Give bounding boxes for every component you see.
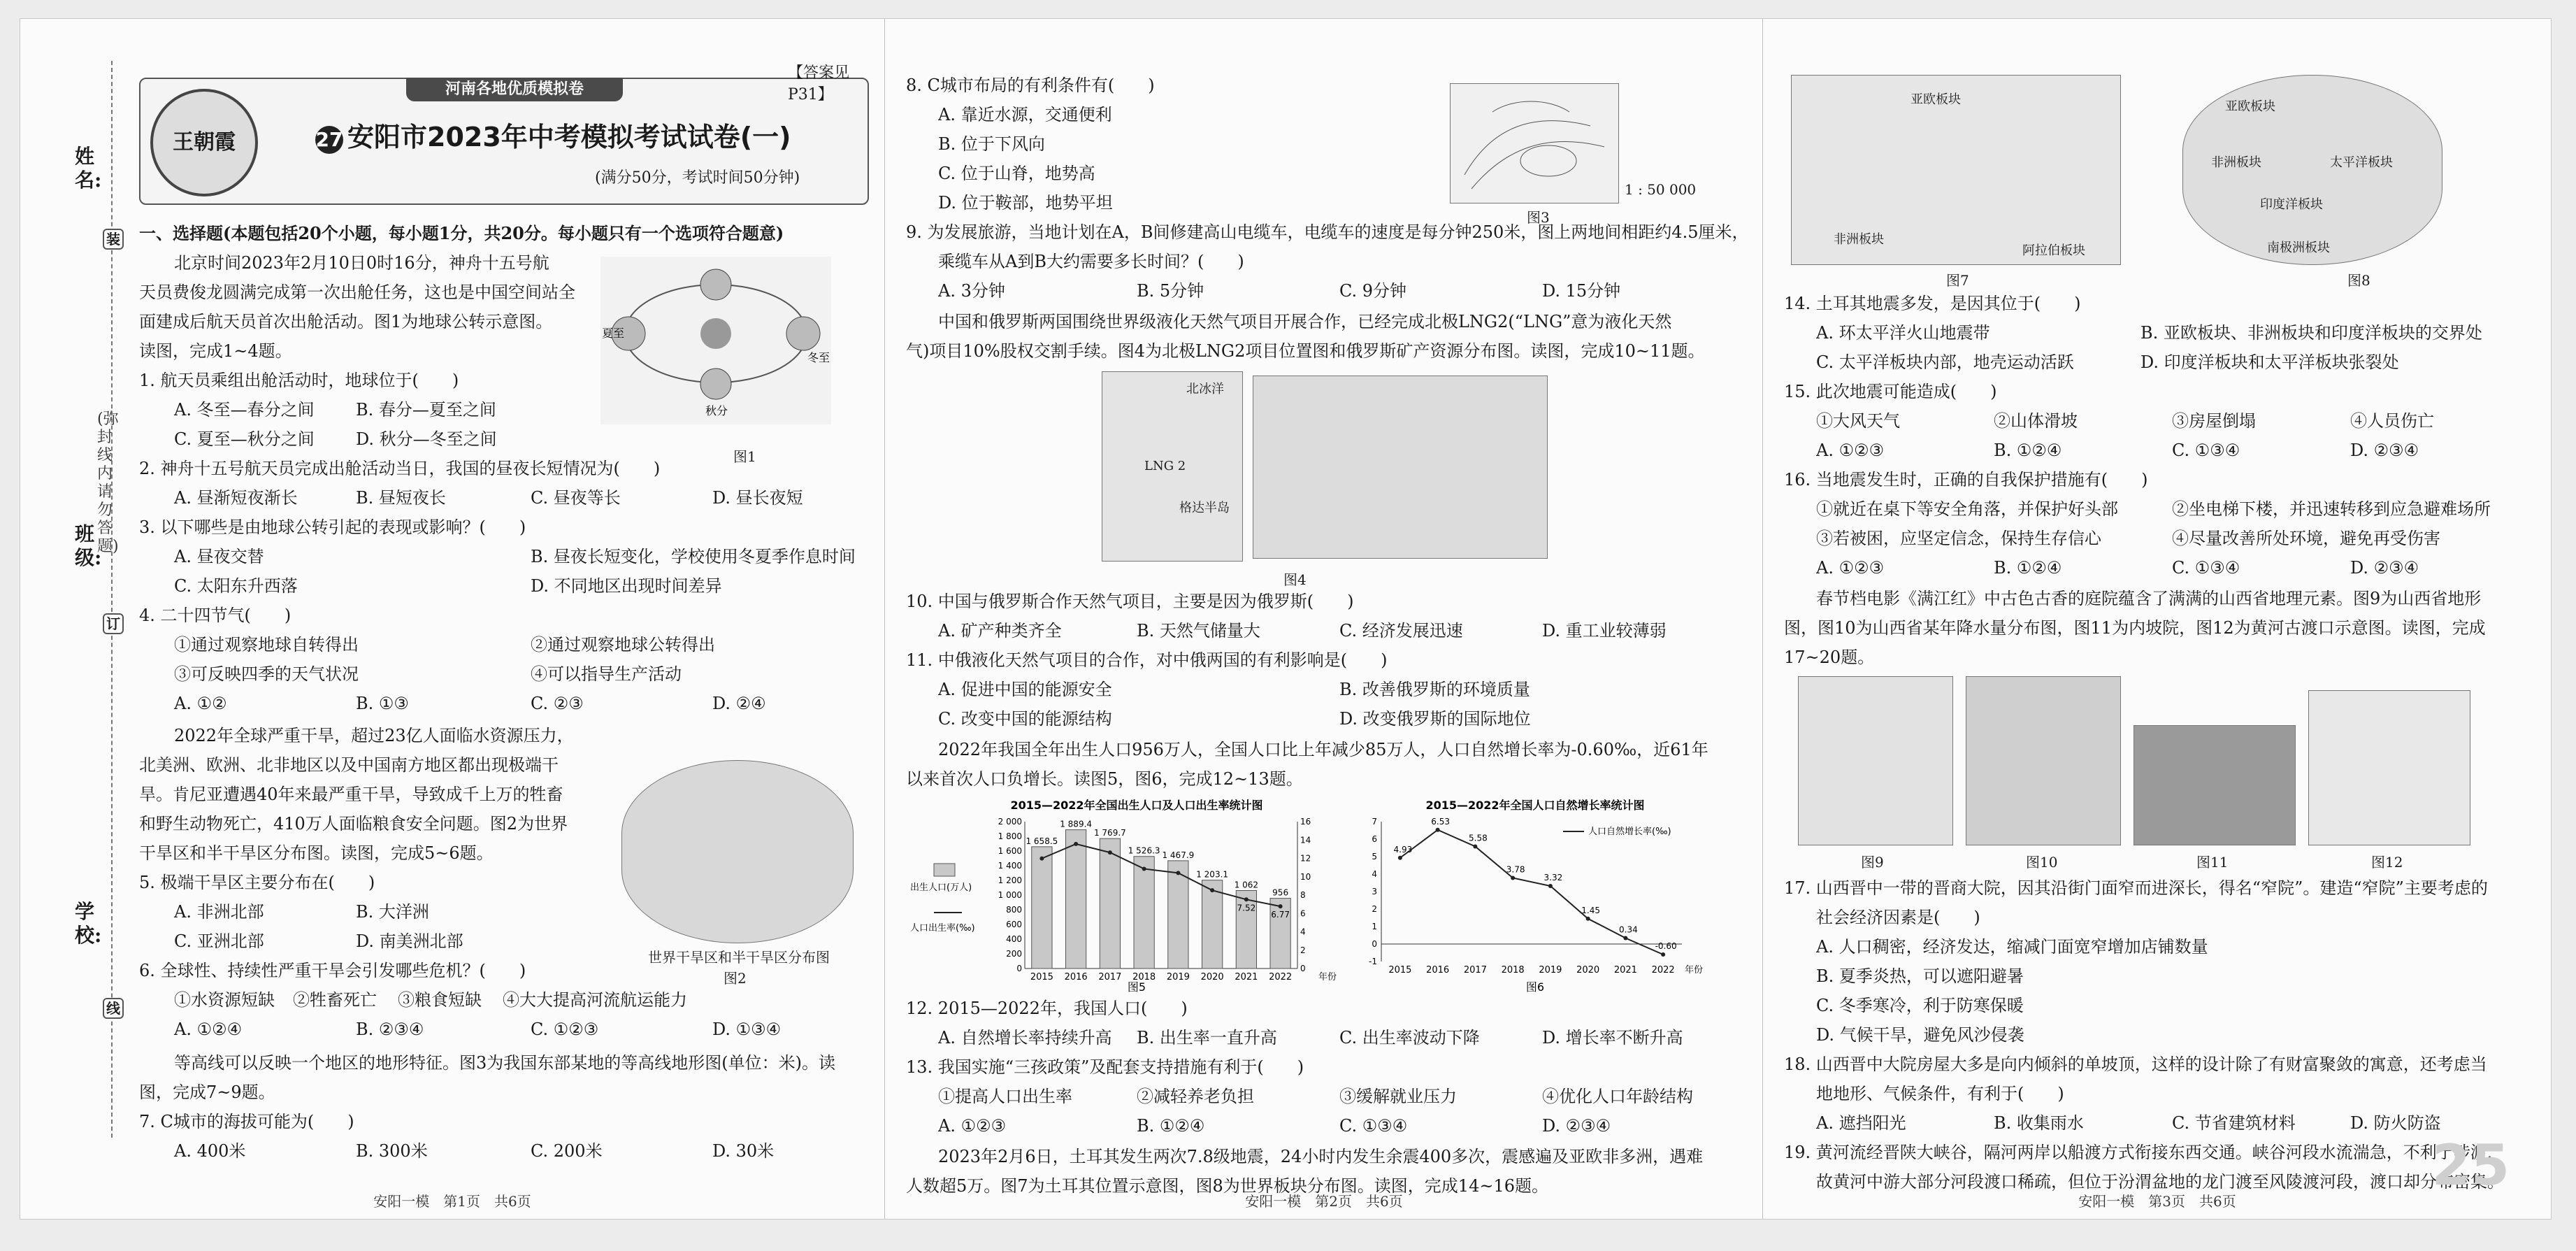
y-tick-left: 0 — [1016, 964, 1022, 973]
rate-point-2018 — [1142, 866, 1146, 871]
growth-point-2016 — [1436, 828, 1440, 832]
figure-7-caption: 图7 — [1946, 272, 1969, 289]
x-tick: 2022 — [1269, 972, 1293, 982]
y-tick-left: 1 800 — [998, 831, 1022, 841]
growth-label: 5.58 — [1469, 833, 1488, 843]
page-1-footer: 安阳一模 第1页 共6页 — [373, 1193, 531, 1210]
section-heading: 一、选择题(本题包括20个小题，每小题1分，共20分。每小题只有一个选项符合题意) — [139, 223, 784, 243]
growth-label: 1.45 — [1581, 905, 1600, 915]
bar-label: 1 467.9 — [1162, 850, 1195, 860]
figure-6-caption: 图6 — [1525, 980, 1545, 994]
growth-label: 4.93 — [1393, 844, 1413, 855]
figure-8-caption: 图8 — [2347, 272, 2370, 289]
label-peninsula: 格达半岛 — [1179, 501, 1230, 515]
figure-7-turkey-map — [1791, 75, 2121, 265]
figure-5-caption: 图5 — [1127, 980, 1146, 994]
rate-label: 7.52 — [1237, 903, 1256, 913]
x-tick: 2017 — [1098, 972, 1122, 982]
label-arabian-plate: 阿拉伯板块 — [2022, 243, 2085, 258]
legend-bar-swatch — [934, 864, 955, 876]
y-tick-right: 0 — [1300, 964, 1306, 973]
series-banner: 河南各地优质模拟卷 — [406, 78, 623, 101]
page-1: 姓名: 班级: 学校: (弥封线内请勿答题) 装 订 线 河南各地优质模拟卷 王朝霞 27 安阳市2023年中考模拟考试试卷(一) (满分50分，考试时间50分钟) 【答案见P31】 一、选择题(本题包括20个小题，每小题1分，共20分。每小题只有一个选项符合题意) 北京时间2023年2月10日0时16分，神舟十五号航 天员费俊龙圆满完成第一次出舱任务，这也是中国空间站全 面建成后航天员首次出舱活动。图1为地球公转示意图。 读图，完成1~4题。 夏至 冬至 秋分 图1 1. 航天员乘组出舱活动时，地球位于( ) A. 冬至—春分之间 B. 春分—夏至之间 C. 夏至—秋分之间 D. 秋分—冬至之间 2. 神舟十五号航天员完成出舱活动当日，我国的昼夜长短情况为( ) A. 昼渐短夜渐长 B. 昼短夜长 C. 昼夜等长 D. 昼长夜短 3. 以下哪些是由地球公转引起的表现或影响？( ) A. 昼夜交替 B. 昼夜长短变化，学校使用冬夏季作息时间 C. 太阳东升西落 D. 不同地区出现时间差异 4. 二十四节气( ) ①通过观察地球自转得出 ②通过观察地球公转得出 ③可反映四季的天气状况 ④可以指导生产活动 A. ①② B. ①③ C. ②③ D. ②④ 2022年全球严重干旱，超过23亿人面临水资源压力， 北美洲、欧洲、北非地区以及中国南方地区都出现极端干 旱。肯尼亚遭遇40年来最严重干旱，导致成千上万的牲畜 和野生动物死亡，410万人面临粮食安全问题。图2为世界 干旱区和半干旱区分布图。读图，完成5~6题。 世界干旱区和半干旱区分布图 图2 5. 极端干旱区主要分布在( ) A. 非洲北部 B. 大洋洲 C. 亚洲北部 D. 南美洲北部 6. 全球性、持续性严重干旱会引发哪些危机？( ) ①水资源短缺 ②牲畜死亡 ③粮食短缺 ④大大提高河流航运能力 A. ①②④ B. ②③④ C. ①②③ D. ①③④ 等高线可以反映一个地区的地形特征。图3为我国东部某地的等高线地形图(单位：米)。读 图，完成7~9题。 7. C城市的海拔可能为( ) A. 400米 B. 300米 C. 200米 D. 30米 安阳一模 第1页 共6页 — [20, 19, 884, 1219]
page-2-footer: 安阳一模 第2页 共6页 — [1245, 1193, 1403, 1210]
label-arctic-ocean: 北冰洋 — [1186, 382, 1224, 396]
y-tick-right: 16 — [1300, 817, 1311, 827]
figure-2-world-map — [621, 760, 854, 943]
growth-point-2017 — [1473, 845, 1477, 849]
growth-label: -0.60 — [1655, 941, 1677, 951]
rate-point-2015 — [1039, 857, 1044, 861]
figure-11-caption: 图11 — [2196, 854, 2229, 871]
answer-reference: 【答案见P31】 — [788, 64, 850, 103]
y-tick-right: 12 — [1300, 853, 1311, 864]
rate-point-2019 — [1176, 871, 1180, 875]
corner-page-number: 25 — [2431, 1133, 2510, 1198]
x-tick: 2020 — [1200, 972, 1224, 982]
exam-sheet — [20, 18, 2552, 1220]
y-tick-left: 1 000 — [998, 890, 1022, 900]
rate-label: 6.77 — [1271, 910, 1290, 920]
y-tick-left: 1 400 — [998, 861, 1022, 871]
bar-label: 1 889.4 — [1060, 819, 1093, 829]
y-tick: 7 — [1372, 817, 1377, 827]
x-tick: 2021 — [1613, 965, 1637, 975]
growth-point-2021 — [1623, 936, 1627, 941]
bar-label: 1 658.5 — [1026, 836, 1058, 846]
y-tick: 1 — [1372, 922, 1377, 931]
bar-2017 — [1100, 838, 1120, 968]
y-tick: -1 — [1369, 957, 1377, 966]
y-tick-left: 1 200 — [998, 875, 1022, 885]
bar-2015 — [1032, 847, 1052, 968]
rate-point-2016 — [1074, 842, 1078, 846]
y-tick-left: 1 600 — [998, 846, 1022, 856]
figure-5-chart — [906, 794, 1339, 996]
x-tick: 2019 — [1539, 965, 1562, 975]
y-tick: 3 — [1372, 887, 1377, 896]
figure-12-caption: 图12 — [2371, 854, 2403, 871]
figure-2-caption: 图2 — [724, 970, 747, 987]
label-lng2: LNG 2 — [1144, 459, 1186, 473]
figure-1-orbit — [600, 257, 831, 424]
label-winter-solstice: 冬至 — [807, 351, 830, 364]
seal-mark-2: 订 — [103, 613, 124, 634]
x-tick: 2022 — [1651, 965, 1675, 975]
y-tick-left: 400 — [1006, 934, 1022, 944]
exam-subtitle: (满分50分，考试时间50分钟) — [595, 169, 800, 187]
brand-logo: 王朝霞 — [150, 89, 258, 196]
label-plate-africa: 非洲板块 — [2211, 155, 2261, 170]
bar-label: 1 062 — [1234, 880, 1259, 890]
x-tick: 2015 — [1030, 972, 1053, 982]
x-tick: 2018 — [1132, 972, 1156, 982]
growth-point-2015 — [1398, 856, 1402, 860]
y-tick-right: 4 — [1300, 927, 1306, 937]
y-tick: 6 — [1372, 834, 1377, 844]
label-african-plate: 非洲板块 — [1834, 232, 1884, 247]
figure-9-shanxi-terrain — [1798, 676, 1953, 845]
seal-mark-1: 装 — [103, 229, 124, 250]
figure-2-title: 世界干旱区和半干旱区分布图 — [648, 949, 830, 966]
class-label: 班级: — [75, 522, 102, 569]
figure-4-russia-minerals — [1253, 376, 1548, 559]
figure-8-plate-map — [2182, 75, 2442, 265]
rate-point-2017 — [1108, 850, 1112, 855]
bar-2018 — [1134, 857, 1154, 968]
bar-label: 1 769.7 — [1093, 828, 1126, 838]
x-tick: 2016 — [1064, 972, 1088, 982]
growth-point-2022 — [1661, 952, 1665, 957]
x-axis-label: 年份 — [1685, 965, 1704, 975]
y-tick-right: 14 — [1300, 835, 1311, 845]
y-tick: 5 — [1372, 852, 1377, 862]
growth-label: 3.78 — [1506, 864, 1525, 875]
chart-title: 2015—2022年全国人口自然增长率统计图 — [1425, 799, 1645, 812]
paper-number: 27 — [315, 126, 343, 154]
figure-10-caption: 图10 — [2026, 854, 2058, 871]
bar-2022 — [1270, 899, 1290, 968]
figure-11-courtyard-photo — [2134, 725, 2296, 845]
y-tick-right: 8 — [1300, 890, 1306, 900]
y-tick-left: 200 — [1006, 949, 1022, 959]
figure-12-ferry-map — [2308, 690, 2470, 845]
figure-10-shanxi-rainfall — [1966, 676, 2121, 845]
figure-9-caption: 图9 — [1861, 854, 1884, 871]
contour-lines — [1451, 84, 1618, 203]
growth-rate-line — [1400, 830, 1663, 955]
x-axis-label: 年份 — [1318, 972, 1337, 982]
y-tick-left: 2 000 — [998, 817, 1022, 827]
school-label: 学校: — [75, 900, 102, 947]
orbit-diagram — [600, 257, 831, 424]
figure-4-lng-location — [1102, 371, 1243, 562]
chart-title: 2015—2022年全国出生人口及人口出生率统计图 — [1010, 799, 1263, 812]
rate-point-2021 — [1244, 897, 1249, 901]
figure-3-caption: 图3 — [1527, 209, 1550, 226]
y-tick: 2 — [1372, 904, 1377, 914]
page-3-footer: 安阳一模 第3页 共6页 — [2078, 1193, 2236, 1210]
page-3: 亚欧板块 非洲板块 阿拉伯板块 图7 亚欧板块 非洲板块 印度洋板块 太平洋板块 南极洲板块 图8 14. 土耳其地震多发，是因其位于( ) A. 环太平洋火山地震带 B. 亚欧板块、非洲板块和印度洋板块的交界处 C. 太平洋板块内部，地壳运动活跃 D. 印度洋板块和太平洋板块张裂处 15. 此次地震可能造成( ) ①大风天气 ②山体滑坡 ③房屋倒塌 ④人员伤亡 A. ①②③ B. ①②④ C. ①③④ D. ②③④ 16. 当地震发生时，正确的自我保护措施有( ) ①就近在桌下等安全角落，并保护好头部 ②坐电梯下楼，并迅速转移到应急避难场所 ③若被困，应坚定信念，保持生存信心 ④尽量改善所处环境，避免再受伤害 A. ①②③ B. ①②④ C. ①③④ D. ②③④ 春节档电影《满江红》中古色古香的庭院蕴含了满满的山西省地理元素。图9为山西省地形 图，图10为山西省某年降水量分布图，图11为内坡院，图12为黄河古渡口示意图。读图，完成 17~20题。 图9 图10 图11 图12 17. 山西晋中一带的晋商大院，因其沿街门面窄而进深长，得名“窄院”。建造“窄院”主要考虑的 社会经济因素是( ) A. 人口稠密，经济发达，缩减门面宽窄增加店铺数量 B. 夏季炎热，可以遮阳避暑 C. 冬季寒冷，利于防寒保暖 D. 气候干旱，避免风沙侵袭 18. 山西晋中大院房屋大多是向内倾斜的单坡顶，这样的设计除了有财富聚敛的寓意，还考虑当 地地形、气候条件，有利于( ) A. 遮挡阳光 B. 收集雨水 C. 节省建筑材料 D. 防火防盗 19. 黄河流经晋陕大峡谷，隔河两岸以船渡方式衔接东西交通。峡谷河段水流湍急，不利于涉渡， 故黄河中游大部分河段渡口稀疏，但位于汾渭盆地的龙门渡至风陵渡河段，渡口却分布密集。 安阳一模 第3页 共6页 25 — [1762, 19, 2552, 1219]
x-tick: 2016 — [1426, 965, 1450, 975]
label-plate-indian: 印度洋板块 — [2260, 197, 2323, 212]
label-eurasian-plate: 亚欧板块 — [1911, 92, 1961, 107]
figure-6-chart — [1346, 794, 1738, 996]
y-tick-right: 10 — [1300, 871, 1311, 882]
bar-2020 — [1202, 880, 1223, 968]
exam-title: 27 安阳市2023年中考模拟考试试卷(一) — [315, 122, 791, 152]
figure-1-caption: 图1 — [733, 448, 756, 465]
x-tick: 2018 — [1501, 965, 1525, 975]
legend-label: 人口自然增长率(‰) — [1588, 827, 1671, 837]
growth-label: 6.53 — [1431, 816, 1450, 827]
x-tick: 2020 — [1576, 965, 1600, 975]
y-tick: 0 — [1372, 939, 1377, 949]
x-tick: 2021 — [1235, 972, 1258, 982]
label-autumn-equinox: 秋分 — [705, 404, 728, 417]
growth-point-2019 — [1548, 884, 1553, 888]
seal-note: (弥封线内请勿答题) — [97, 410, 119, 555]
rate-point-2022 — [1279, 904, 1283, 908]
y-tick-right: 6 — [1300, 908, 1306, 919]
rate-point-2020 — [1210, 888, 1214, 892]
exam-header — [139, 78, 869, 205]
x-tick: 2019 — [1166, 972, 1190, 982]
y-tick-left: 600 — [1006, 920, 1022, 929]
bar-label: 1 526.3 — [1128, 845, 1160, 856]
label-plate-eurasia: 亚欧板块 — [2225, 99, 2275, 114]
binding-margin — [29, 145, 119, 1103]
bar-2021 — [1236, 890, 1256, 968]
label-plate-pacific: 太平洋板块 — [2330, 155, 2393, 170]
figure-4-caption: 图4 — [1283, 571, 1307, 588]
x-tick: 2017 — [1463, 965, 1487, 975]
seal-mark-3: 线 — [103, 998, 124, 1019]
figure-3-contour-map — [1450, 83, 1619, 203]
figure-3-scale: 1 : 50 000 — [1625, 181, 1697, 198]
growth-label: 0.34 — [1619, 924, 1638, 935]
legend-bar-label: 出生人口(万人) — [910, 882, 972, 893]
y-tick: 4 — [1372, 869, 1377, 879]
bar-2016 — [1066, 830, 1086, 968]
label-summer-solstice: 夏至 — [602, 327, 625, 340]
growth-label: 3.32 — [1544, 873, 1563, 882]
name-label: 姓名: — [75, 145, 102, 192]
growth-point-2020 — [1586, 917, 1590, 921]
bar-label: 956 — [1272, 887, 1289, 898]
label-plate-antarctic: 南极洲板块 — [2267, 241, 2330, 255]
bar-label: 1 203.1 — [1196, 869, 1229, 880]
seal-line — [111, 61, 113, 1138]
growth-point-2018 — [1511, 876, 1515, 880]
x-tick: 2015 — [1388, 965, 1412, 975]
legend-line-label: 人口出生率(‰) — [910, 923, 975, 934]
y-tick-right: 2 — [1300, 945, 1306, 955]
page-2: 8. C城市布局的有利条件有( ) A. 靠近水源，交通便利 B. 位于下风向 C. 位于山脊，地势高 D. 位于鞍部，地势平坦 1 : 50 000 图3 9. 为发展旅游，当地计划在A，B间修建高山电缆车，电缆车的速度是每分钟250米，图上两地间相距约4.5厘米， 乘缆车从A到B大约需要多长时间？( ) A. 3分钟 B. 5分钟 C. 9分钟 D. 15分钟 中国和俄罗斯两国围绕世界级液化天然气项目开展合作，已经完成北极LNG2(“LNG”意为液化天然 气)项目10%股权交割手续。图4为北极LNG2项目位置图和俄罗斯矿产资源分布图。读图，完成10~11题。 北冰洋 LNG 2 格达半岛 图4 10. 中国与俄罗斯合作天然气项目，主要是因为俄罗斯( ) A. 矿产种类齐全 B. 天然气储量大 C. 经济发展迅速 D. 重工业较薄弱 11. 中俄液化天然气项目的合作，对中俄两国的有利影响是( ) A. 促进中国的能源安全 B. 改善俄罗斯的环境质量 C. 改变中国的能源结构 D. 改变俄罗斯的国际地位 2022年我国全年出生人口956万人，全国人口比上年减少85万人，人口自然增长率为-0.60‰，近61年 以来首次人口负增长。读图5，图6，完成12~13题。 2015—2022年全国出生人口及人口出生率统计图 0 200 400 600 800 1 000 1 200 1 400 1 600 1 800 2 000 0 2 4 6 8 10 12 14 16 2015 2016 2017 2018 2019 2020 2021 2022 1 658.5 1 889.4 1 769.7 1 526.3 1 467.9 1 203.1 1 062 956 7.52 6.77 年份 出生人口(万人) 人口出生率(‰) 图5 2015—2022年全国人口自然增长率统计图 -1 0 1 2 3 4 5 6 7 4.93 2015 6.53 2016 5.58 2017 3.78 2018 3.32 2019 1.45 2020 0.34 2021 -0.60 2022 年份 人口自然增长率(‰) 图6 12. 2015—2022年，我国人口( ) A. 自然增长率持续升高 B. 出生率一直升高 C. 出生率波动下降 D. 增长率不断升高 13. 我国实施“三孩政策”及配套支持措施有利于( ) ①提高人口出生率 ②减轻养老负担 ③缓解就业压力 ④优化人口年龄结构 A. ①②③ B. ①②④ C. ①③④ D. ②③④ 2023年2月6日，土耳其发生两次7.8级地震，24小时内发生余震400多次，震感遍及亚欧非多洲，遇难 人数超5万。图7为土耳其位置示意图，图8为世界板块分布图。读图，完成14~16题。 安阳一模 第2页 共6页 — [884, 19, 1763, 1219]
y-tick-left: 800 — [1006, 905, 1022, 915]
